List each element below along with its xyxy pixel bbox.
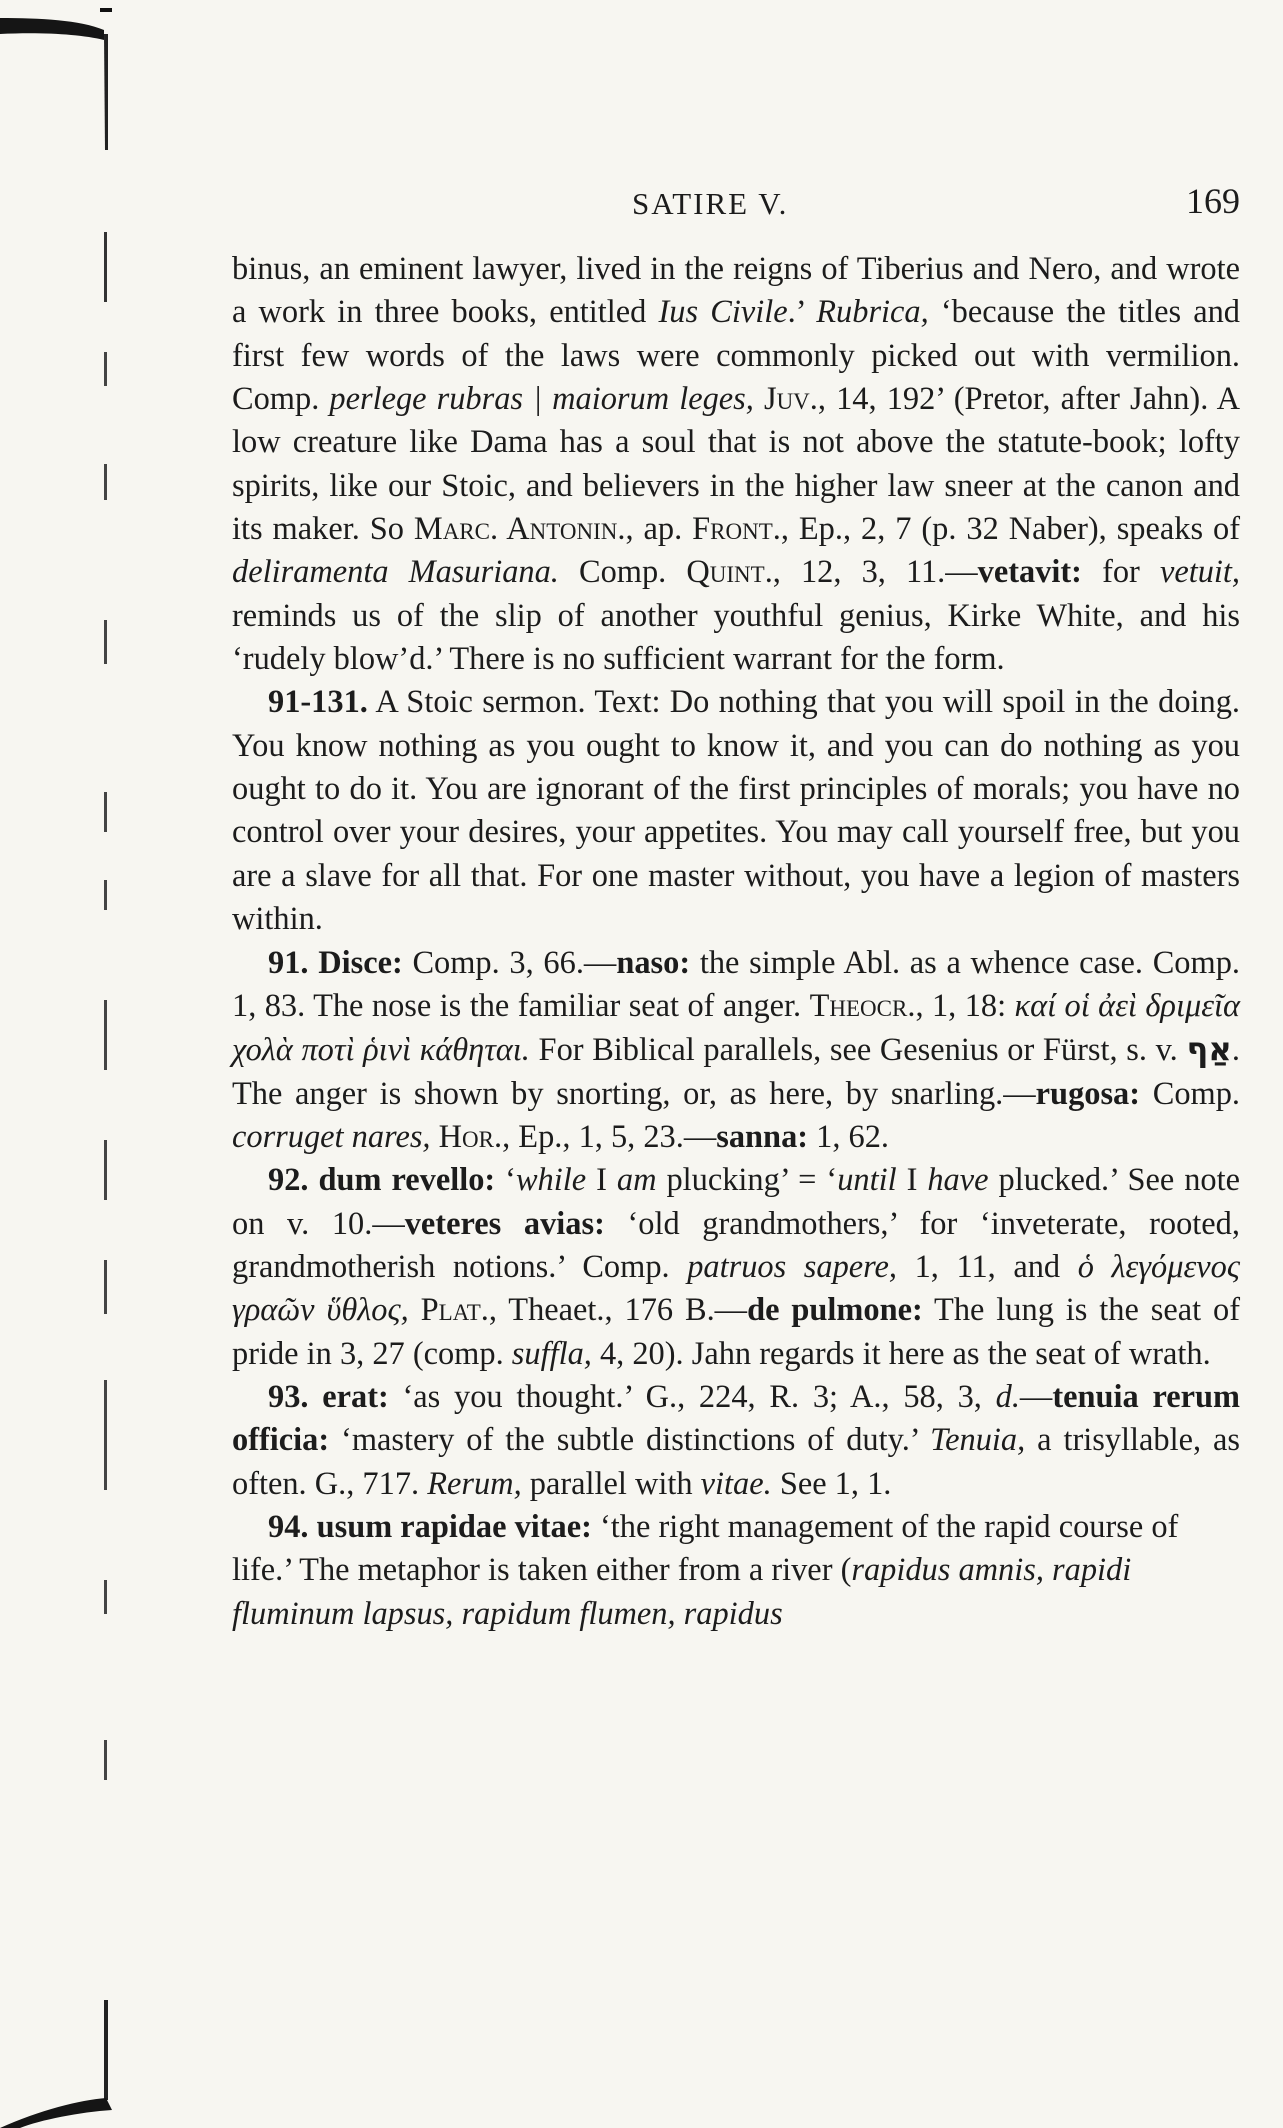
- margin-mark: [104, 1000, 107, 1070]
- small-caps-ref: Quint.: [686, 554, 773, 591]
- greek-quote: ὁ λεγόμενος γραῶν ὕθλος,: [232, 1248, 1240, 1329]
- italic-text: d.: [995, 1378, 1020, 1415]
- text-run: Comp. 3, 66.—: [402, 944, 617, 981]
- binding-edge-marks: [0, 0, 112, 2128]
- margin-mark: [104, 1260, 107, 1314]
- text-run: [431, 1119, 439, 1155]
- hebrew-word: אַף: [1186, 1030, 1232, 1069]
- running-title: SATIRE V.: [632, 186, 789, 221]
- text-run: a trisyllable, as often. G., 717.: [232, 1422, 1240, 1502]
- italic-text: Rerum,: [427, 1465, 522, 1502]
- text-run: The lung is the seat of pride in 3, 27 (comp.: [232, 1292, 1240, 1372]
- text-run: I: [896, 1162, 928, 1199]
- bold-term: rugosa:: [1035, 1075, 1141, 1112]
- text-run: ‘mastery of the subtle distinctions of duty.’: [329, 1422, 931, 1459]
- italic-text: patruos sapere,: [687, 1248, 898, 1285]
- text-run: 1, 11, and: [897, 1248, 1078, 1285]
- paragraph-continuation: [232, 248, 1240, 681]
- text-run: the simple Abl. as a whence case. Comp. 1, 83. The nose is the familiar seat of anger.: [232, 944, 1240, 1024]
- note-93: [232, 1376, 1240, 1506]
- margin-mark: [104, 792, 107, 832]
- binding-top-rule: [100, 8, 112, 12]
- bold-term: tenuia rerum officia:: [232, 1378, 1240, 1459]
- text-run: 4, 20). Jahn regards it here as the seat of wrath.: [591, 1335, 1211, 1372]
- text-run: 1, 62.: [808, 1118, 890, 1155]
- margin-mark: [104, 352, 107, 386]
- commentary-text: [232, 248, 1240, 1636]
- bold-term: de pulmone:: [747, 1292, 923, 1329]
- text-run: A Stoic sermon. Text: Do nothing that you will spoil in the doing. You know nothing as you ought to know it, and you can do nothing as you ought to do it. You are ignorant of the first principles of morals; you have no control over your desires, your appetites. You may call yourself free, but you are a slave for all that. For one master without, you have a legion of masters within.: [232, 684, 1240, 938]
- italic-text: vitae.: [700, 1465, 772, 1502]
- italic-text: until: [837, 1162, 897, 1199]
- italic-text: Rubrica,: [816, 294, 929, 331]
- bold-term: vetavit:: [977, 554, 1082, 591]
- italic-text: while: [515, 1162, 587, 1199]
- bold-term: 91-131.: [268, 684, 368, 721]
- note-91: [232, 942, 1240, 1160]
- text-run: For Biblical parallels, see Gesenius or Fürst, s. v.: [529, 1032, 1187, 1069]
- text-run: plucked.’ See note on v. 10.—: [232, 1162, 1240, 1242]
- text-run: , 12, 3, 11.—: [772, 554, 978, 591]
- text-run: [409, 1292, 421, 1328]
- text-run: ‘: [495, 1162, 516, 1199]
- text-run: . The anger is shown by snorting, or, as here, by snarling.—: [232, 1032, 1240, 1112]
- margin-mark: [104, 880, 107, 910]
- italic-text: vetuit,: [1159, 554, 1240, 591]
- margin-mark: [104, 1740, 107, 1780]
- italic-text: deliramenta Masuriana.: [232, 554, 559, 591]
- note-91-131: [232, 681, 1240, 941]
- text-run: , 1, 18:: [915, 987, 1015, 1024]
- margin-mark: [104, 464, 107, 500]
- small-caps-ref: Marc. Antonin.: [413, 511, 626, 548]
- greek-quote: καί οἱ ἀεὶ δριμεῖα χολὰ ποτὶ ῥινὶ κάθηται.: [232, 987, 1240, 1069]
- small-caps-ref: Theocr.: [809, 987, 916, 1024]
- bold-term: 92. dum revello:: [268, 1162, 496, 1199]
- text-run: .’: [787, 294, 817, 331]
- bold-term: 94. usum rapidae vitae:: [268, 1508, 592, 1545]
- binding-top-stem: [104, 34, 108, 150]
- binding-bottom-stem: [104, 2000, 108, 2100]
- text-run: —: [1019, 1378, 1053, 1415]
- bold-term: veteres avias:: [404, 1205, 605, 1242]
- text-run: See 1, 1.: [771, 1465, 892, 1502]
- text-run: ‘old grandmothers,’ for ‘inveterate, rooted, grandmotherish notions.’ Comp.: [232, 1205, 1240, 1285]
- margin-mark: [104, 1140, 107, 1200]
- text-run: , Ep., 1, 5, 23.—: [502, 1118, 717, 1155]
- binding-bottom-curve: [0, 2098, 112, 2128]
- bold-term: sanna:: [716, 1118, 809, 1155]
- margin-mark: [104, 1380, 107, 1490]
- page-header: [232, 180, 1240, 240]
- bold-term: 93. erat:: [268, 1378, 389, 1415]
- text-run: Comp.: [558, 554, 687, 591]
- small-caps-ref: Front.: [692, 511, 781, 548]
- text-run: binus, an eminent lawyer, lived in the reigns of Tiberius and Nero, and wrote a work in three books, entitled: [232, 251, 1240, 331]
- italic-text: rapidus amnis, rapidi fluminum lapsus, rapidum flumen, rapidus: [232, 1552, 1132, 1632]
- margin-mark: [104, 1580, 107, 1614]
- text-run: I: [586, 1162, 617, 1199]
- margin-mark: [104, 620, 107, 664]
- text-run: , Theaet., 176 B.—: [488, 1292, 748, 1329]
- text-run: reminds us of the slip of another youthful genius, Kirke White, and his ‘rudely blow’d.’ There is no sufficient warrant for the form.: [232, 597, 1240, 678]
- text-run: Comp.: [1140, 1075, 1241, 1112]
- text-run: for: [1081, 554, 1160, 591]
- note-94: [232, 1506, 1240, 1636]
- text-run: ‘the right management of the rapid course of life.’ The metaphor is taken either from a river (: [232, 1508, 1179, 1589]
- page-number: 169: [1186, 181, 1240, 221]
- small-caps-ref: Plat.: [420, 1292, 489, 1329]
- text-run: ‘because the titles and first few words of the laws were commonly picked out with vermilion. Comp.: [232, 294, 1240, 418]
- text-run: , Ep., 2, 7 (p. 32 Naber), speaks of: [780, 511, 1240, 548]
- binding-top-curve: [0, 18, 104, 40]
- text-run: [754, 381, 764, 417]
- text-run: plucking’ = ‘: [656, 1162, 838, 1199]
- small-caps-ref: Hor.: [438, 1118, 503, 1155]
- italic-text: am: [616, 1162, 657, 1199]
- text-run: ‘as you thought.’ G., 224, R. 3; A., 58, 3,: [388, 1378, 996, 1415]
- small-caps-ref: Juv.: [763, 381, 818, 418]
- text-run: , ap.: [625, 511, 693, 548]
- italic-text: suffla,: [511, 1335, 592, 1372]
- bold-term: 91. Disce:: [268, 944, 403, 981]
- italic-text: have: [927, 1162, 989, 1199]
- note-92: [232, 1159, 1240, 1376]
- italic-text: Tenuia,: [930, 1422, 1026, 1459]
- italic-text: perlege rubras | maiorum leges,: [329, 381, 754, 418]
- text-run: parallel with: [521, 1465, 701, 1502]
- italic-text: Ius Civile: [658, 294, 788, 331]
- italic-text: corruget nares,: [232, 1118, 431, 1155]
- margin-mark: [104, 232, 107, 302]
- bold-term: naso:: [616, 944, 691, 981]
- text-run: , 14, 192’ (Pretor, after Jahn). A low creature like Dama has a soul that is not above the statute-book; lofty spirits, like our Stoic, and believers in the higher law sneer at the canon and its maker. So: [232, 381, 1240, 548]
